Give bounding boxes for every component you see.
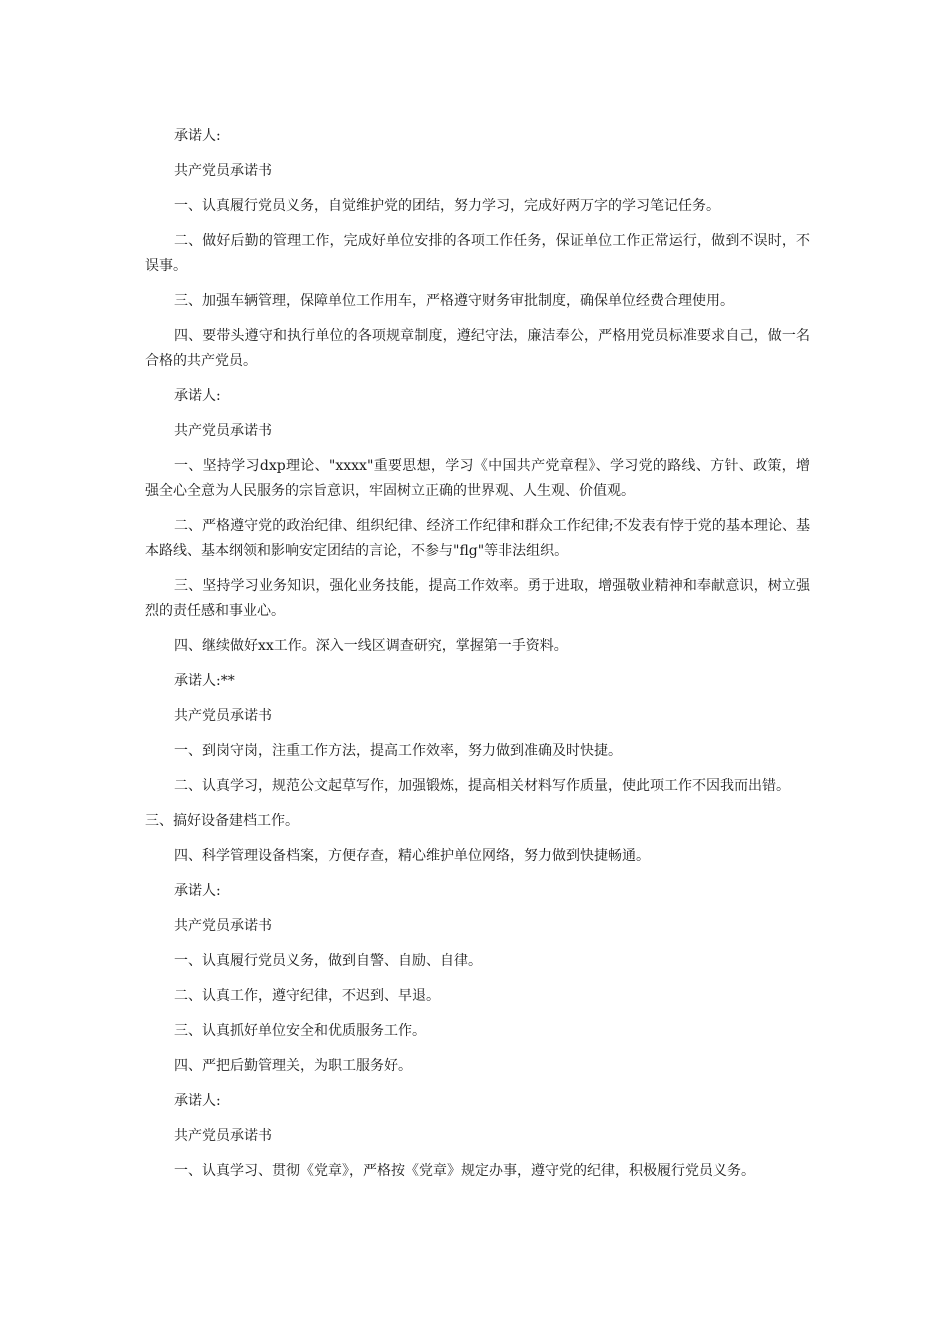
pledge-item: 一、认真履行党员义务，做到自警、自励、自律。 [174, 953, 482, 969]
section-title: 共产党员承诺书 [174, 918, 272, 934]
document-body [145, 124, 810, 1184]
pledge-item: 二、认真工作，遵守纪律，不迟到、早退。 [174, 988, 440, 1004]
pledge-item: 三、加强车辆管理，保障单位工作用车，严格遵守财务审批制度，确保单位经费合理使用。 [174, 293, 734, 309]
pledge-item: 四、严把后勤管理关，为职工服务好。 [174, 1058, 412, 1074]
signatory-line: 承诺人: [174, 1093, 221, 1109]
pledge-item: 一、坚持学习dxp理论、"xxxx"重要思想，学习《中国共产党章程》、学习党的路线、方针、政策，增强全心全意为人民服务的宗旨意识，牢固树立正确的世界观、人生观、价值观。 [145, 458, 810, 499]
pledge-item: 四、继续做好xx工作。深入一线区调查研究，掌握第一手资料。 [174, 638, 568, 654]
section-title: 共产党员承诺书 [174, 1128, 272, 1144]
pledge-item: 三、认真抓好单位安全和优质服务工作。 [174, 1023, 426, 1039]
signatory-line: 承诺人: [174, 388, 221, 404]
pledge-item: 四、科学管理设备档案，方便存查，精心维护单位网络，努力做到快捷畅通。 [174, 848, 650, 864]
signatory-line: 承诺人:** [174, 673, 235, 689]
pledge-item: 三、坚持学习业务知识，强化业务技能，提高工作效率。勇于进取，增强敬业精神和奉献意识，树立强烈的责任感和事业心。 [145, 578, 810, 619]
signatory-line: 承诺人: [174, 883, 221, 899]
section-title: 共产党员承诺书 [174, 163, 272, 179]
pledge-item: 四、要带头遵守和执行单位的各项规章制度，遵纪守法，廉洁奉公，严格用党员标准要求自己，做一名合格的共产党员。 [145, 328, 810, 369]
pledge-item: 二、认真学习，规范公文起草写作，加强锻炼，提高相关材料写作质量，使此项工作不因我而出错。 [174, 778, 790, 794]
pledge-item: 一、认真履行党员义务，自觉维护党的团结，努力学习，完成好两万字的学习笔记任务。 [174, 198, 720, 214]
pledge-item: 二、严格遵守党的政治纪律、组织纪律、经济工作纪律和群众工作纪律;不发表有悖于党的基本理论、基本路线、基本纲领和影响安定团结的言论，不参与"flg"等非法组织。 [145, 518, 810, 559]
section-title: 共产党员承诺书 [174, 423, 272, 439]
pledge-item: 三、搞好设备建档工作。 [145, 813, 299, 829]
pledge-item: 一、认真学习、贯彻《党章》，严格按《党章》规定办事，遵守党的纪律，积极履行党员义务。 [174, 1163, 755, 1179]
pledge-item: 二、做好后勤的管理工作，完成好单位安排的各项工作任务，保证单位工作正常运行，做到不误时，不误事。 [145, 233, 810, 274]
pledge-item: 一、到岗守岗，注重工作方法，提高工作效率，努力做到准确及时快捷。 [174, 743, 622, 759]
section-title: 共产党员承诺书 [174, 708, 272, 724]
signatory-line: 承诺人: [174, 128, 221, 144]
